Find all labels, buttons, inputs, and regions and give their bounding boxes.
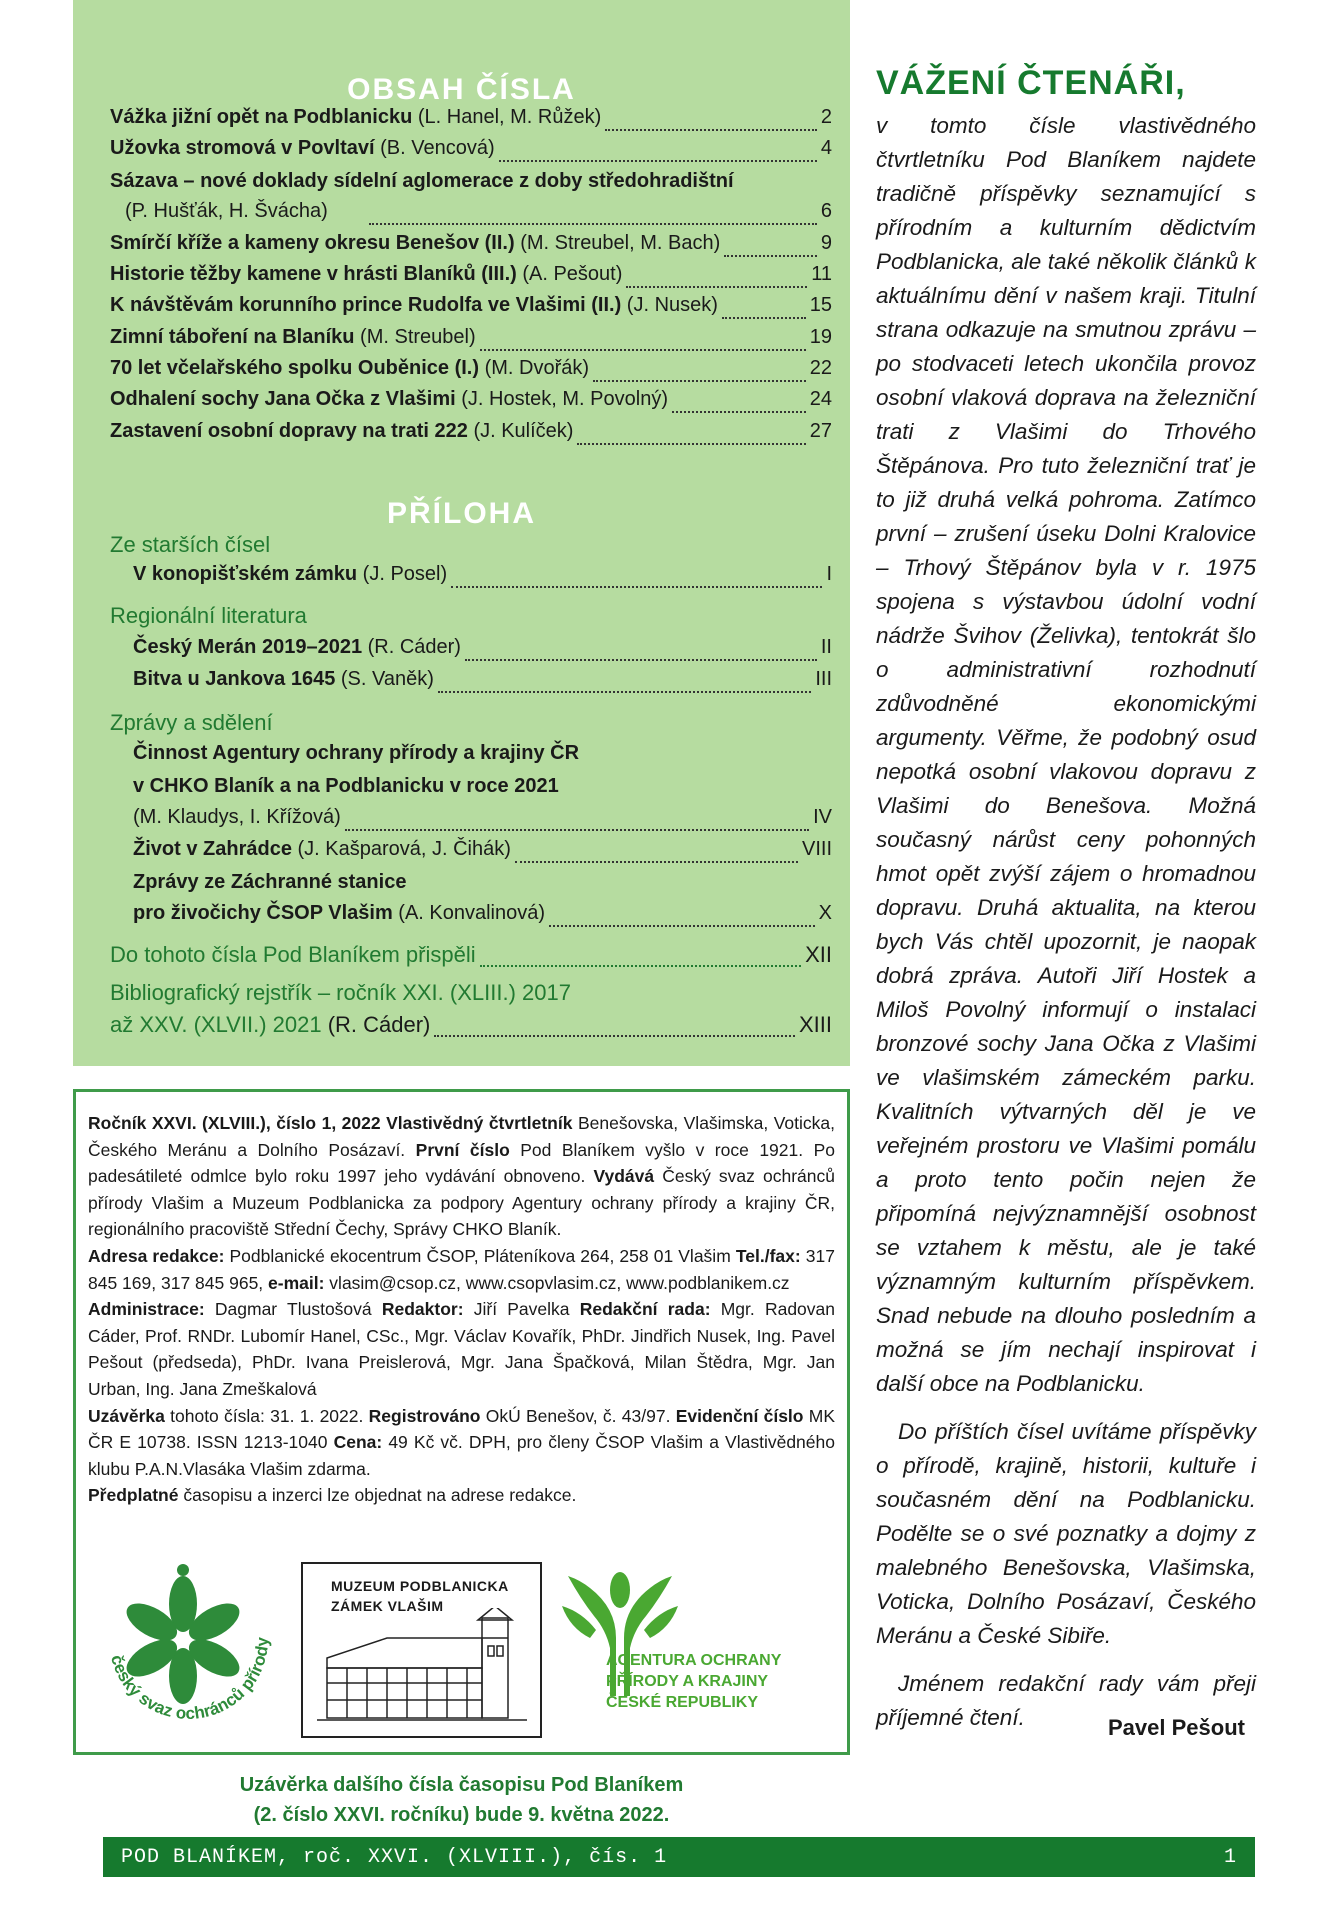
supplement-category: Regionální literatura [110,603,307,628]
toc-leader [672,410,806,413]
imprint-span: Pod Blaníkem vyšlo v roce 1921. Po padesátileté odmlce bylo roku 1997 jeho vydávání obnoveno. [88,1139,835,1187]
toc-page: 24 [809,388,832,410]
toc-authors: (M. Streubel, M. Bach) [514,232,721,254]
supplement-heading: PŘÍLOHA [387,497,536,530]
toc-item[interactable] [110,326,832,356]
toc-leader [722,316,806,319]
toc-authors: (J. Hostek, M. Povolný) [455,388,668,410]
toc-leader [369,222,817,225]
toc-title[interactable]: Zprávy ze Záchranné stanice [133,871,407,893]
museum-line: MUZEUM PODBLANICKA [331,1578,509,1594]
bibliography-title[interactable]: Bibliografický rejstřík – ročník XXI. (XLIII.) 2017 [110,980,571,1005]
toc-page: II [820,636,832,658]
toc-page: I [826,563,832,585]
imprint-span: Dagmar Tlustošová [204,1299,382,1320]
toc-title[interactable]: v CHKO Blaník a na Podblanicku v roce 2021 [133,775,559,797]
toc-leader [480,964,801,967]
toc-leader [549,924,815,927]
imprint-text [88,1110,835,1509]
toc-page: III [815,668,832,690]
csop-logo-text: český svaz ochránců přírody [106,1636,273,1724]
imprint-paragraph [88,1243,835,1296]
contents-panel [73,0,850,1066]
toc-authors: (L. Hanel, M. Růžek) [412,106,602,128]
aopk-line: PŘÍRODY A KRAJINY [606,1673,769,1690]
supplement-category: Zprávy a sdělení [110,710,273,735]
imprint-span: 49 Kč vč. DPH, pro členy ČSOP Vlašim a Vlastivědného klubu P.A.N.Vlasáka Vlašim zdarma. [88,1432,835,1479]
contributors-link[interactable] [110,942,832,972]
toc-leader [438,690,811,693]
imprint-span: Podblanické ekocentrum ČSOP, Pláteníkova 264, 258 01 Vlašim [224,1245,736,1266]
toc-authors: (B. Vencová) [374,137,495,159]
museum-logo [301,1562,542,1738]
imprint-bold: Cena: [333,1432,383,1453]
imprint-bold: Tel./fax: [735,1245,801,1266]
toc-item[interactable] [133,838,832,868]
imprint-contact[interactable]: vlasim@csop.cz, www.csopvlasim.cz, www.podblanikem.cz [324,1272,790,1293]
toc-authors: (M. Dvořák) [479,357,590,379]
toc-page: 9 [820,232,832,254]
imprint-span: Benešovska, Vlašimska, Voticka, Českého Meránu a Dolního Posázaví. [88,1113,835,1160]
toc-authors: (S. Vaněk) [335,668,434,690]
toc-authors: (R. Cáder) [321,1012,431,1037]
editorial-signature: Pavel Pešout [1108,1715,1245,1740]
toc-item[interactable] [110,388,832,418]
toc-item[interactable] [133,563,832,593]
imprint-span: Mgr. Radovan Cáder, Prof. RNDr. Lubomír Hanel, CSc., Mgr. Václav Kovařík, PhDr. Jindřich Nusek, Ing. Pavel Pešout (předseda), PhDr. Ivana Preislerová, Mgr. Jana Špačková, Milan Štědra, Mgr. Jan Urban, Ing. Jana Zmeškalová [88,1299,836,1399]
imprint-bold: Ročník XXVI. (XLVIII.), číslo 1, 2022 Vlastivědný čtvrtletník [88,1113,573,1133]
toc-authors: (A. Konvalinová) [392,902,546,924]
imprint-bold: e-mail: [268,1272,325,1293]
toc-authors: (J. Posel) [357,563,448,585]
editorial-paragraph: v tomto čísle vlastivědného čtvrtletníku Pod Blaníkem najdete tradičně příspěvky seznamující s přírodním a kulturním dědictvím Podblanicka, ale také několik článků k aktuálnímu dění v našem kraji. Titulní strana odkazuje na smutnou zprávu – po stodvaceti letech ukončila provoz osobní vlaková doprava na železniční trati z Vlašimi do Trhového Štěpánova. Pro tuto železniční trať je to již druhá velká pohroma. Zatímco první – zrušení úseku Dolni Kralovice – Trhový Štěpánov byla v r. 1975 spojena s výstavbou údolní vodní nádrže Švihov (Želivka), tentokrát šlo o administrativní rozhodnutí zdůvodněné ekonomickými argumenty. Věřme, že podobný osud nepotká osobní vlakovou dopravu z Vlašimi do Benešova. Možná současný nárůst ceny pohonných hmot opět zvýší zájem o hromadnou dopravu. Druhá aktualita, na kterou bych Vás chtěl upozornit, je naopak dobrá zpráva. Autoři Jiří Hostek a Miloš Povolný informují o instalaci bronzové sochy Jana Očka z Vlašimi ve vlašimském zámeckém parku. Kvalitních výtvarných děl je ve veřejném prostoru ve Vlašimi pomálu a proto tento počin nejen že připomíná nejvýznamnější osobnost se vztahem k městu, ale je také významným kulturním příspěvkem. Snad nebude na dlouho posledním a možná se jím nechají inspirovat i další obce na Podblanicku. [876,113,1256,1396]
footer-title: POD BLANÍKEM, roč. XXVI. (XLVIII.), čís. 1 [121,1845,668,1869]
toc-item[interactable] [110,106,832,136]
toc-page: 15 [809,294,832,316]
toc-title: pro živočichy ČSOP Vlašim [133,902,393,924]
toc-page: 27 [809,420,832,442]
toc-leader [577,442,805,445]
imprint-paragraph [88,1482,835,1509]
toc-leader [451,585,822,588]
imprint-span: časopisu a inzerci lze objednat na adrese redakce. [178,1485,577,1506]
toc-title[interactable]: Sázava – nové doklady sídelní aglomerace z doby středohradištní [110,170,734,192]
toc-item[interactable] [125,200,832,230]
toc-authors: (M. Streubel) [354,326,476,348]
toc-title: K návštěvám korunního prince Rudolfa ve Vlašimi (II.) [110,294,622,316]
toc-leader [465,658,817,661]
toc-page: 4 [820,137,832,159]
csop-logo-icon [91,1562,291,1737]
contributors-label: Do tohoto čísla Pod Blaníkem přispěli [110,942,476,967]
toc-page: 6 [820,200,832,222]
toc-title: Zastavení osobní dopravy na trati 222 [110,420,468,442]
imprint-bold: Uzávěrka [88,1405,165,1426]
imprint-bold: Redaktor: [381,1299,464,1320]
toc-page: XIII [798,1012,832,1037]
toc-page: IV [813,806,832,828]
imprint-bold: Předplatné [88,1485,179,1506]
bibliography-link[interactable] [110,1012,832,1042]
next-issue-deadline [73,1770,850,1830]
imprint-span: MK ČR E 10738. ISSN 1213-1040 [88,1405,836,1453]
editorial-column [876,64,1256,1749]
toc-page: X [818,902,832,924]
editorial-body [876,109,1256,1735]
bibliography-title-cont: až XXV. (XLVII.) 2021 [110,1012,322,1037]
toc-title: 70 let včelařského spolku Ouběnice (I.) [110,357,480,379]
page-number: 1 [1223,1845,1237,1869]
toc-title[interactable]: Činnost Agentury ochrany přírody a krajiny ČR [133,742,580,764]
imprint-paragraph [88,1296,835,1402]
toc-title: Užovka stromová v Povltaví [110,137,375,159]
imprint-paragraph [88,1403,835,1483]
toc-authors: (A. Pešout) [516,263,623,285]
toc-authors: (P. Hušťák, H. Švácha) [125,200,328,222]
toc-leader [480,348,806,351]
castle-drawing-icon [317,1608,527,1728]
deadline-line: (2. číslo XXVI. ročníku) bude 9. května 2022. [253,1804,670,1826]
imprint-bold: Redakční rada: [579,1299,711,1320]
imprint-bold: Registrováno [368,1405,481,1426]
imprint-span: tohoto čísla: 31. 1. 2022. [164,1405,369,1426]
toc-page: XII [805,942,832,967]
aopk-line: AGENTURA OCHRANY [606,1652,782,1669]
toc-page: VIII [801,838,832,860]
toc-item[interactable] [110,294,832,324]
toc-authors: (J. Nusek) [621,294,718,316]
deadline-line: Uzávěrka dalšího čísla časopisu Pod Blaníkem [239,1774,684,1796]
editorial-title: VÁŽENÍ ČTENÁŘI, [876,64,1186,102]
toc-authors: (J. Kulíček) [467,420,574,442]
imprint-bold: Adresa redakce: [88,1245,225,1266]
toc-page: 2 [820,106,832,128]
toc-title: Zimní táboření na Blaníku [110,326,355,348]
toc-title: Český Merán 2019–2021 [133,636,363,658]
toc-leader [593,379,806,382]
imprint-span: OkÚ Benešov, č. 43/97. [480,1405,676,1426]
toc-title: Odhalení sochy Jana Očka z Vlašimi [110,388,456,410]
toc-page: 22 [809,357,832,379]
imprint-bold: Vydává [593,1166,655,1187]
editorial-paragraph: Do příštích čísel uvítáme příspěvky o přírodě, krajině, historii, kultuře i současném dění na Podblanicku. Podělte se o své poznatky a dojmy z malebného Benešovska, Vlašimska, Voticka, Dolního Posázaví, Českého Meránu a České Sibiře. [876,1419,1256,1648]
toc-authors: (R. Cáder) [362,636,461,658]
imprint-bold: První číslo [415,1139,510,1160]
toc-page: 19 [809,326,832,348]
imprint-bold: Evidenční číslo [675,1405,804,1426]
toc-item[interactable] [133,806,832,836]
toc-title: V konopišťském zámku [133,563,358,585]
toc-leader [434,1034,795,1037]
toc-title: Historie těžby kamene v hrásti Blaníků (III.) [110,263,517,285]
toc-item[interactable] [110,357,832,387]
toc-title: Smírčí kříže a kameny okresu Benešov (II.) [110,232,515,254]
toc-title: Bitva u Jankova 1645 [133,668,336,690]
contents-heading: OBSAH ČÍSLA [347,73,576,106]
toc-item[interactable] [133,902,832,932]
toc-item[interactable] [110,137,832,167]
toc-title: Vážka jižní opět na Podblanicku [110,106,413,128]
supplement-category: Ze starších čísel [110,532,271,557]
imprint-span: Český svaz ochránců přírody Vlašim a Muzeum Podblanicka za podpory Agentury ochrany přírody a krajiny ČR, regionálního pracoviště Střední Čechy, Správy CHKO Blaník. [88,1166,835,1240]
toc-authors: (J. Kašparová, J. Čihák) [291,838,511,860]
aopk-line: ČESKÉ REPUBLIKY [606,1694,759,1711]
toc-authors: (M. Klaudys, I. Křížová) [133,806,341,828]
editorial-paragraph: Jménem redakční rady vám přeji příjemné čtení. [876,1671,1256,1730]
toc-item[interactable] [110,263,832,293]
toc-page: 11 [811,263,832,285]
toc-leader [499,159,817,162]
aopk-logo-text [606,1650,781,1713]
imprint-span: 317 845 169, 317 845 965, [88,1245,835,1293]
page-footer [103,1837,1255,1877]
toc-item[interactable] [110,232,832,262]
toc-leader [724,254,817,257]
museum-line: ZÁMEK VLAŠIM [331,1598,444,1614]
toc-leader [515,860,798,863]
toc-item[interactable] [133,668,832,698]
toc-item[interactable] [133,636,832,666]
logos-row [76,1562,847,1742]
imprint-box [73,1089,850,1755]
toc-title: Život v Zahrádce [133,838,292,860]
imprint-span: Jiří Pavelka [463,1299,580,1320]
imprint-paragraph [88,1110,835,1243]
imprint-bold: Administrace: [88,1299,205,1320]
toc-item[interactable] [110,420,832,450]
toc-leader [605,128,817,131]
toc-leader [345,828,809,831]
toc-leader [626,285,807,288]
